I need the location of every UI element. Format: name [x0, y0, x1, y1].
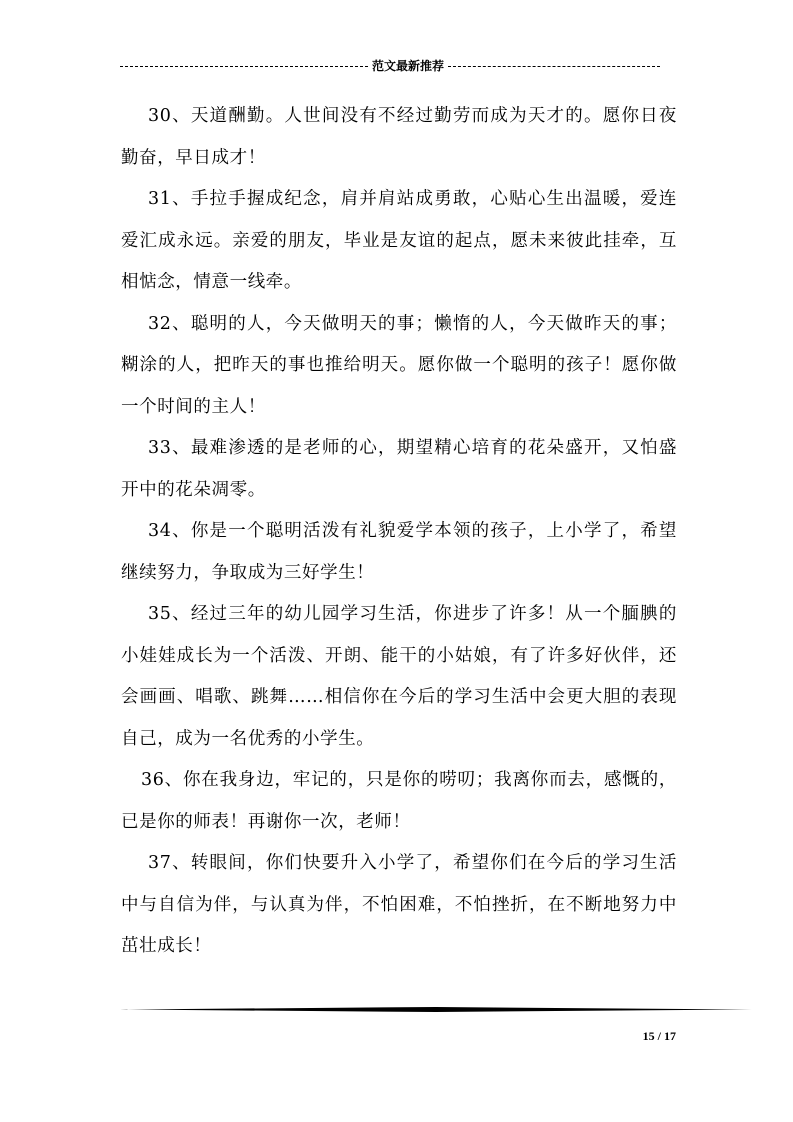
- paragraph-35: 35、经过三年的幼儿园学习生活，你进步了许多！从一个腼腆的小娃娃成长为一个活泼、开朗、能干的小姑娘，有了许多好伙伴，还会画画、唱歌、跳舞……相信你在今后的学习生活中会更大胆的表现自己，成为一名优秀的小学生。: [121, 604, 677, 749]
- page-number: 15 / 17: [642, 1029, 676, 1043]
- paragraph-37: 37、转眼间，你们快要升入小学了，希望你们在今后的学习生活中与自信为伴，与认真为伴，不怕困难，不怕挫折，在不断地努力中茁壮成长！: [121, 853, 677, 956]
- paragraph-32: 32、聪明的人，今天做明天的事；懒惰的人，今天做昨天的事；糊涂的人，把昨天的事也推给明天。愿你做一个聪明的孩子！愿你做一个时间的主人！: [121, 313, 677, 417]
- footer-divider: [120, 1007, 752, 1012]
- header-title: 范文最新推荐: [371, 59, 444, 73]
- paragraph-34: 34、你是一个聪明活泼有礼貌爱学本领的孩子，上小学了，希望继续努力，争取成为三好学生！: [121, 521, 677, 583]
- paragraph-31: 31、手拉手握成纪念，肩并肩站成勇敢，心贴心生出温暖，爱连爱汇成永远。亲爱的朋友，毕业是友谊的起点，愿未来彼此挂牵，互相惦念，情意一线牵。: [121, 189, 677, 292]
- header-dashed-line-right: [448, 66, 660, 67]
- page-header: [120, 56, 660, 76]
- paragraph-30: 30、天道酬勤。人世间没有不经过勤劳而成为天才的。愿你日夜勤奋，早日成才！: [121, 106, 677, 168]
- paragraph-36: 36、你在我身边，牢记的，只是你的唠叨；我离你而去，感慨的，已是你的师表！再谢你一次，老师！: [121, 770, 677, 832]
- header-dashed-line-left: [120, 66, 368, 67]
- document-body: [121, 96, 677, 968]
- paragraph-33: 33、最难渗透的是老师的心，期望精心培育的花朵盛开，又怕盛开中的花朵凋零。: [121, 438, 677, 500]
